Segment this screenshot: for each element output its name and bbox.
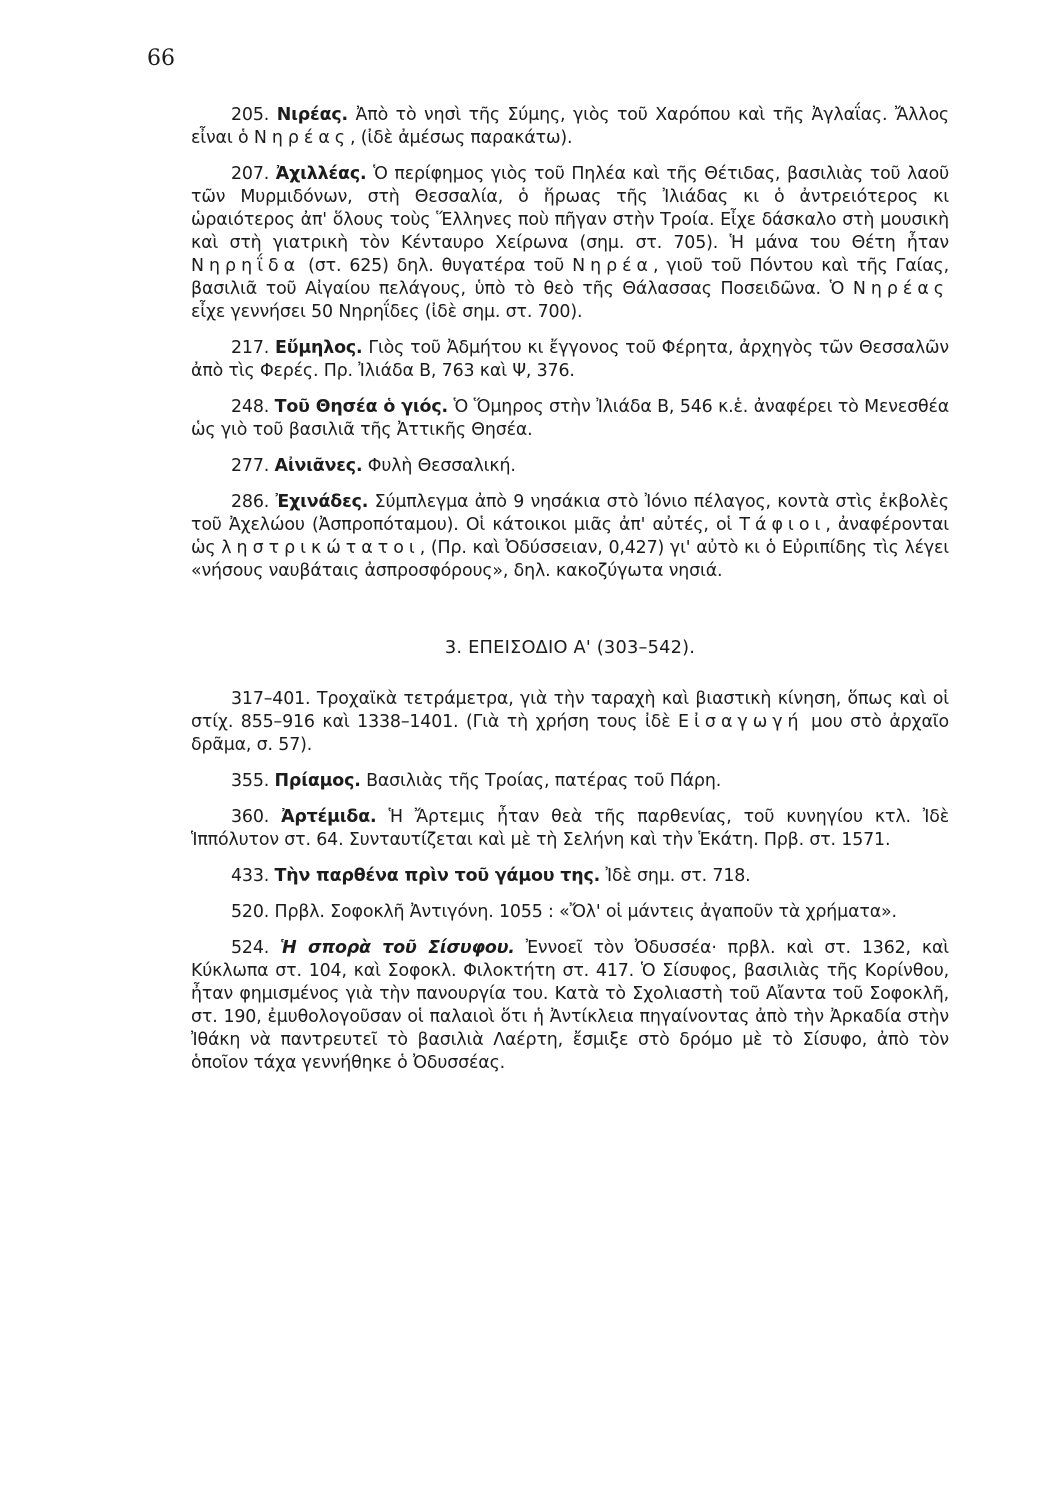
note-headword: Αἰνιᾶνες.: [274, 456, 363, 476]
note-headword: Ἀχιλλέας.: [275, 164, 367, 184]
note-headword: Πρίαμος.: [274, 771, 361, 791]
note-headword: Νιρέας.: [276, 105, 348, 125]
note: [191, 396, 949, 442]
spaced-emphasis: Νηρέα: [572, 256, 654, 276]
note-text: , ἀναφέρονται ὡς: [191, 515, 949, 558]
note-headword: Τὴν παρθένα πρὶν τοῦ γάμου της.: [274, 866, 601, 886]
page-number: 66: [147, 46, 175, 71]
note-headword: Ἀρτέμιδα.: [281, 807, 377, 827]
note-headword: Εὔμηλος.: [275, 338, 363, 358]
note: [191, 491, 949, 583]
note: [191, 163, 949, 324]
note-text: Βασιλιὰς τῆς Τροίας, πατέρας τοῦ Πάρη.: [360, 771, 722, 791]
note-number: 248.: [231, 397, 270, 417]
notes-body: [191, 104, 949, 1088]
note-text: Ἡ Ἄρτεμις ἦταν θεὰ τῆς παρθενίας, τοῦ κυνηγίου κτλ. Ἰδὲ Ἱππόλυτον στ. 64. Συνταυτίζεται καὶ μὲ τὴ Σελήνη καὶ τὴν Ἑκάτη. Πρβ. στ. 1571.: [191, 807, 949, 850]
note-text: Τροχαϊκὰ τετράμετρα, γιὰ τὴν ταραχὴ καὶ βιαστικὴ κίνηση, ὅπως καὶ οἱ στίχ. 855–916 καὶ 1338–1401. (Γιὰ τὴ χρήση τους ἰδὲ: [191, 689, 949, 732]
note-text: Σύμπλεγμα ἀπὸ 9 νησάκια στὸ Ἰόνιο πέλαγος, κοντὰ στὶς ἐκβολὲς τοῦ Ἀχελώου (Ἀσπροπόταμου). Οἱ κάτοικοι μιᾶς ἀπ' αὐτές, οἱ: [191, 492, 949, 535]
note-number: 433.: [231, 866, 270, 886]
note-text: Πρβλ. Σοφοκλῆ Ἀντιγόνη. 1055 : «Ὄλ' οἱ μάντεις ἀγαποῦν τὰ χρήματα».: [274, 902, 897, 922]
note-number: 520.: [231, 902, 270, 922]
note-text: μου στὸ ἀρχαῖο δρᾶμα, σ. 57).: [191, 712, 949, 755]
note-text: Ἀπὸ τὸ νησὶ τῆς Σύμης, γιὸς τοῦ Χαρόπου καὶ τῆς Ἀγλαΐας. Ἄλλος εἶναι ὁ: [191, 105, 949, 148]
note-text: Ἰδὲ σημ. στ. 718.: [600, 866, 751, 886]
note-number: 360.: [231, 807, 270, 827]
note-text: , (Πρ. καὶ Ὀδύσσειαν, 0,427) γι' αὐτὸ κι ὁ Εὐριπίδης τὶς λέγει «νήσους ναυβάταις ἀσπροσφόρους», δηλ. κακοζύγωτα νησιά.: [191, 538, 949, 581]
note-number: 355.: [231, 771, 270, 791]
note-number: 277.: [231, 456, 270, 476]
spaced-emphasis: Εἰσαγωγή: [678, 712, 804, 732]
note: [191, 337, 949, 383]
note: [191, 901, 949, 924]
note-number: 207.: [231, 164, 270, 184]
note: [191, 865, 949, 888]
note-headword: Ἡ σπορὰ τοῦ Σίσυφου.: [280, 938, 515, 958]
note-number: 524.: [231, 938, 270, 958]
spaced-emphasis: Νηρέας: [253, 128, 350, 148]
note-number: 217.: [231, 338, 270, 358]
note: [191, 770, 949, 793]
note-number: 205.: [231, 105, 270, 125]
note-text: Ὁ περίφημος γιὸς τοῦ Πηλέα καὶ τῆς Θέτιδας, βασιλιὰς τοῦ λαοῦ τῶν Μυρμιδόνων, στὴ Θεσσαλία, ὁ ἥρωας τῆς Ἰλιάδας κι ὁ ἀντρειότερος κι ὡραιότερος ἀπ' ὅλους τοὺς Ἕλληνες ποὺ πῆγαν στὴν Τροία. Εἶχε δάσκαλο στὴ μουσικὴ καὶ στὴ γιατρικὴ τὸν Κένταυρο Χείρωνα (σημ. στ. 705). Ἡ μάνα του Θέτη ἦταν: [191, 164, 949, 253]
note-text: Γιὸς τοῦ Ἀδμήτου κι ἔγγονος τοῦ Φέρητα, ἀρχηγὸς τῶν Θεσσαλῶν ἀπὸ τὶς Φερές. Πρ. Ἰλιάδα Β, 763 καὶ Ψ, 376.: [191, 338, 949, 381]
note-number: 317–401.: [231, 689, 311, 709]
note-text: εἶχε γεννήσει 50 Νηρηΐδες (ἰδὲ σημ. στ. 700).: [191, 302, 583, 322]
note-headword: Ἐχινάδες.: [275, 492, 369, 512]
note-headword: Τοῦ Θησέα ὁ γιός.: [274, 397, 448, 417]
spaced-emphasis: Νηρηΐδα: [191, 256, 301, 276]
spaced-emphasis: Τάφιοι: [739, 515, 826, 535]
note-text: Ὁ Ὅμηρος στὴν Ἰλιάδα Β, 546 κ.ἑ. ἀναφέρει τὸ Μενεσθέα ὡς γιὸ τοῦ βασιλιᾶ τῆς Ἀττικῆς Θησέα.: [191, 397, 950, 440]
spaced-emphasis: ληστρικώτατοι: [221, 538, 420, 558]
notes-list-after: [191, 688, 949, 1075]
note: [191, 806, 949, 852]
note-text: Ἐννοεῖ τὸν Ὀδυσσέα· πρβλ. καὶ στ. 1362, καὶ Κύκλωπα στ. 104, καὶ Σοφοκλ. Φιλοκτήτη στ. 417. Ὁ Σίσυφος, βασιλιὰς τῆς Κορίνθου, ἦταν φημισμένος γιὰ τὴν πανουργία του. Κατὰ τὸ Σχολιαστὴ τοῦ Αἴαντα τοῦ Σοφοκλῆ, στ. 190, ἐμυθολογοῦσαν οἱ παλαιοὶ ὅτι ἡ Ἀντίκλεια πηγαίνοντας ἀπὸ τὴν Ἀρκαδία στὴν Ἰθάκη νὰ παντρευτεῖ τὸ βασιλιὰ Λαέρτη, ἔσμιξε στὸ δρόμο μὲ τὸ Σίσυφο, ἀπὸ τὸν ὁποῖον τάχα γεννήθηκε ὁ Ὀδυσσέας.: [191, 938, 950, 1073]
note-text: , (ἰδὲ ἀμέσως παρακάτω).: [349, 128, 573, 148]
note-text: , γιοῦ τοῦ Πόντου καὶ τῆς Γαίας, βασιλιᾶ τοῦ Αἰγαίου πελάγους, ὑπὸ τὸ θεὸ τῆς Θάλασσας Ποσειδῶνα. Ὁ: [191, 256, 949, 299]
note: [191, 455, 949, 478]
note: [191, 937, 949, 1075]
spaced-emphasis: Νηρέας: [852, 279, 949, 299]
note-text: (στ. 625) δηλ. θυγατέρα τοῦ: [300, 256, 573, 276]
notes-list-before: [191, 104, 949, 583]
note-text: Φυλὴ Θεσσαλική.: [362, 456, 516, 476]
note: [191, 688, 949, 757]
note: [191, 104, 949, 150]
note-number: 286.: [231, 492, 270, 512]
section-title: 3. ΕΠΕΙΣΟΔΙΟ Α' (303–542).: [444, 637, 696, 658]
